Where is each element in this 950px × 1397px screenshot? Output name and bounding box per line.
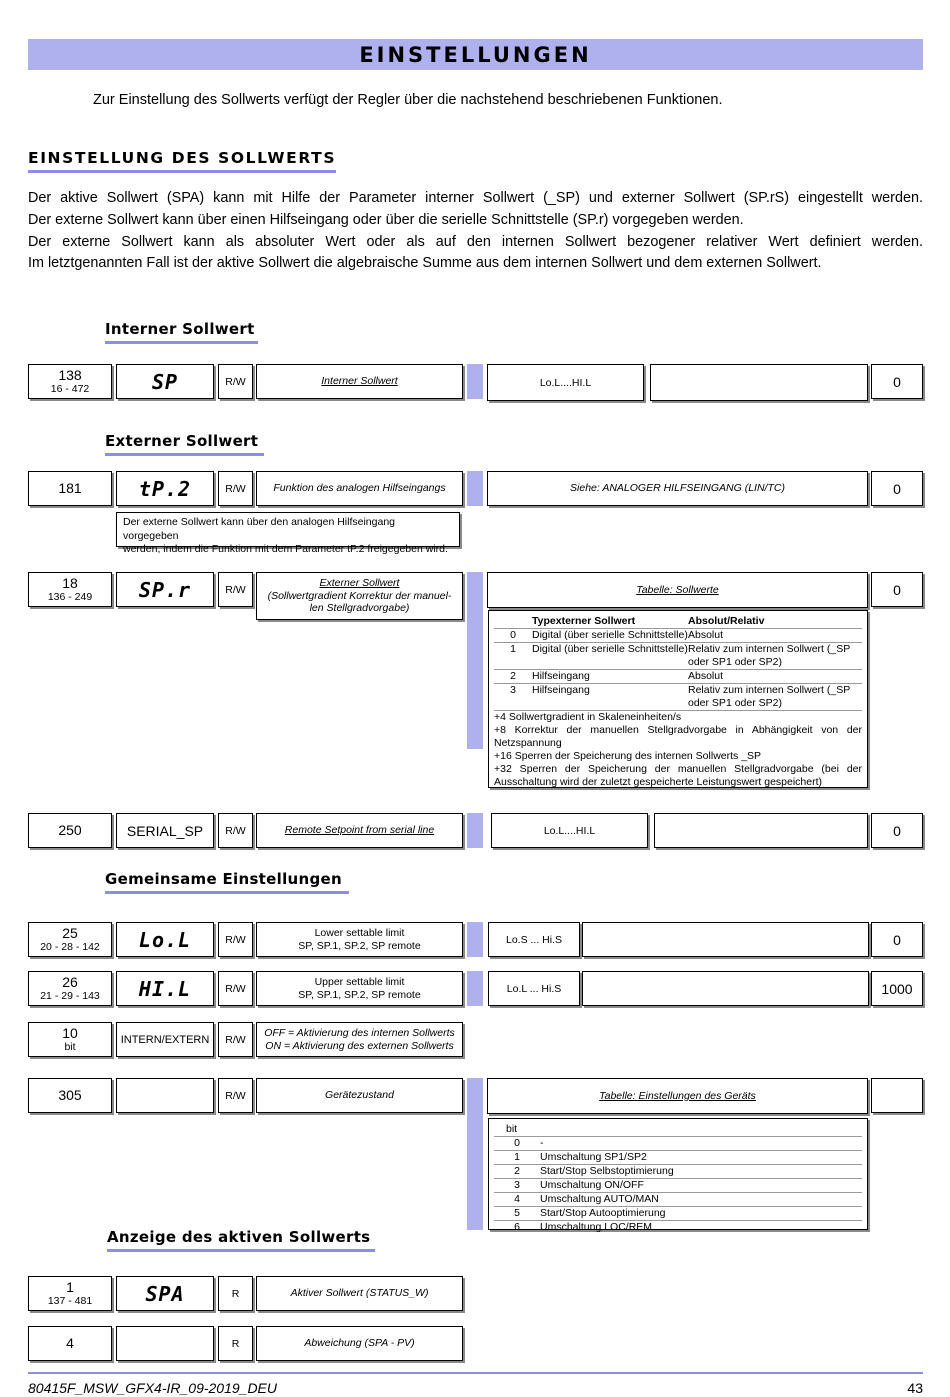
page-footer <box>28 1372 923 1396</box>
param-code: Lo.L <box>138 927 192 952</box>
description-text: Externer Sollwert <box>319 577 400 589</box>
description-text: SP, SP.1, SP.2, SP remote <box>298 939 421 952</box>
reference-cell <box>487 572 868 608</box>
param-code: SP <box>151 369 179 394</box>
marker-bar <box>467 471 483 506</box>
limits-text: Lo.S ... Hi.S <box>505 933 563 946</box>
table-header-row <box>494 1123 862 1137</box>
heading-internal: Interner Sollwert <box>105 320 258 344</box>
limits-text: Lo.L....HI.L <box>539 376 592 389</box>
empty-cell <box>582 922 869 957</box>
access-label: R <box>231 1287 240 1300</box>
access-cell <box>218 1022 253 1057</box>
limits-text: Lo.L....HI.L <box>543 824 596 837</box>
limits-cell <box>488 922 580 957</box>
param-number-cell <box>28 1022 112 1057</box>
note-line: Der externe Sollwert kann über den analogen Hilfseingang vorgegeben <box>123 516 396 542</box>
marker-bar <box>467 572 483 749</box>
access-cell <box>218 471 253 506</box>
param-code: INTERN/EXTERN <box>120 1033 210 1046</box>
paragraph-line: Im letztgenannten Fall ist der aktive Sollwert die algebraische Summe aus dem internen Sollwert und dem externen Sollwert. <box>28 255 822 272</box>
table-header-cell <box>494 615 532 629</box>
table-cell: Hilfseingang <box>532 684 688 711</box>
param-code: HI.L <box>138 976 192 1001</box>
description-cell <box>256 971 463 1006</box>
param-number-cell <box>28 572 112 607</box>
table-cell: 2 <box>494 670 532 684</box>
param-range: 136 - 249 <box>47 591 93 603</box>
default-value: 1000 <box>881 980 913 997</box>
table-cell: 0 <box>494 1137 540 1151</box>
table-cell: Start/Stop Autooptimierung <box>540 1207 862 1221</box>
param-code-cell <box>116 471 214 506</box>
page-number: 43 <box>907 1380 923 1396</box>
access-cell <box>218 971 253 1006</box>
table-cell: Umschaltung SP1/SP2 <box>540 1151 862 1165</box>
access-cell <box>218 1326 253 1361</box>
table-cell: - <box>540 1137 862 1151</box>
table-cell: Absolut <box>688 670 862 684</box>
table-note: +8 Korrektur der manuellen Stellgradvorgabe in Abhängigkeit von der Netzspannung <box>494 724 862 749</box>
param-number: 181 <box>58 480 82 496</box>
description-cell <box>256 1022 463 1057</box>
footer-doc-id: 80415F_MSW_GFX4-IR_09-2019_DEU <box>28 1380 278 1396</box>
description-text: Gerätezustand <box>325 1089 394 1102</box>
param-code-cell <box>116 1276 214 1311</box>
table-cell: 4 <box>494 1193 540 1207</box>
paragraph-line: Der externe Sollwert kann als absoluter Wert oder als auf den internen Sollwert bezogener relativer Wert definiert werden. <box>28 233 923 250</box>
table-header-cell: Absolut/Relativ <box>688 615 862 629</box>
param-number: 4 <box>66 1335 74 1351</box>
param-number-cell <box>28 471 112 506</box>
table-note: +16 Sperren der Speicherung des internen Sollwerts _SP <box>494 750 762 762</box>
limits-cell <box>488 971 580 1006</box>
table-cell: Umschaltung AUTO/MAN <box>540 1193 862 1207</box>
description-text: Upper settable limit <box>314 976 405 988</box>
table-cell: 3 <box>494 1179 540 1193</box>
table-cell: 2 <box>494 1165 540 1179</box>
table-header-cell: Typexterner Sollwert <box>532 615 688 629</box>
default-cell <box>871 971 923 1006</box>
intro-text: Zur Einstellung des Sollwerts verfügt der Regler über die nachstehend beschriebenen Funktionen. <box>93 92 723 108</box>
access-label: R/W <box>225 1089 246 1102</box>
default-value: 0 <box>893 373 901 390</box>
access-cell <box>218 922 253 957</box>
table-cell: Hilfseingang <box>532 670 688 684</box>
marker-bar <box>467 971 483 1006</box>
bit-table-grid <box>494 1123 862 1234</box>
access-cell <box>218 1078 253 1113</box>
table-cell: 1 <box>494 1151 540 1165</box>
param-code-cell <box>116 1326 214 1361</box>
param-code-cell <box>116 1078 214 1113</box>
reference-text: Tabelle: Einstellungen des Geräts <box>599 1089 756 1102</box>
param-code: SERIAL_SP <box>126 822 204 839</box>
param-range: 20 - 28 - 142 <box>40 941 100 953</box>
param-number-cell <box>28 1078 112 1113</box>
default-cell <box>871 471 923 506</box>
setpoint-table-grid <box>494 615 862 711</box>
param-code-cell <box>116 922 214 957</box>
marker-bar <box>467 364 483 399</box>
heading-display: Anzeige des aktiven Sollwerts <box>107 1228 375 1252</box>
description-cell <box>256 813 463 848</box>
table-cell: 1 <box>494 643 532 670</box>
access-label: R/W <box>225 375 246 388</box>
marker-bar <box>467 1078 483 1230</box>
limits-cell <box>491 813 648 848</box>
access-label: R/W <box>225 1033 246 1046</box>
setpoint-table <box>488 610 868 788</box>
table-row <box>494 1151 862 1165</box>
table-cell: Absolut <box>688 629 862 643</box>
param-code: SP.r <box>138 577 192 602</box>
param-range: 21 - 29 - 143 <box>40 990 100 1002</box>
access-cell <box>218 813 253 848</box>
default-value: 0 <box>893 480 901 497</box>
description-text: Abweichung (SPA - PV) <box>304 1337 415 1350</box>
description-text: Aktiver Sollwert (STATUS_W) <box>290 1287 429 1300</box>
access-label: R/W <box>225 824 246 837</box>
table-cell: 3 <box>494 684 532 711</box>
access-cell <box>218 364 253 399</box>
page-banner <box>28 39 923 70</box>
param-code: tP.2 <box>138 476 192 501</box>
table-row <box>494 1179 862 1193</box>
default-value: 0 <box>893 931 901 948</box>
default-cell <box>871 813 923 848</box>
limits-text: Lo.L ... Hi.S <box>506 982 562 995</box>
param-number: 250 <box>58 822 82 838</box>
default-cell <box>871 922 923 957</box>
access-label: R <box>231 1337 240 1350</box>
description-cell <box>256 471 463 506</box>
description-cell <box>256 1326 463 1361</box>
description-text: Funktion des analogen Hilfseingangs <box>273 482 446 495</box>
table-row <box>494 684 862 711</box>
default-cell <box>871 572 923 607</box>
table-note: +4 Sollwertgradient in Skaleneinheiten/s <box>494 711 682 723</box>
table-header-cell <box>540 1123 862 1137</box>
param-range: 137 - 481 <box>47 1295 93 1307</box>
default-cell <box>871 364 923 399</box>
table-cell: Start/Stop Selbstoptimierung <box>540 1165 862 1179</box>
empty-cell <box>650 364 868 401</box>
description-text: ON = Aktivierung des externen Sollwerts <box>265 1039 454 1052</box>
table-row <box>494 1207 862 1221</box>
table-row <box>494 629 862 643</box>
table-cell: 5 <box>494 1207 540 1221</box>
limits-cell <box>487 364 644 401</box>
marker-bar <box>467 922 483 957</box>
note-box <box>116 512 460 555</box>
param-number: 305 <box>58 1087 82 1103</box>
default-value: 0 <box>893 581 901 598</box>
param-code-cell <box>116 572 214 607</box>
reference-cell <box>487 471 868 506</box>
param-code-cell <box>116 1022 214 1057</box>
param-number-cell <box>28 922 112 957</box>
table-cell: Digital (über serielle Schnittstelle) <box>532 629 688 641</box>
param-code-cell <box>116 364 214 399</box>
description-cell <box>256 1276 463 1311</box>
table-cell: Relativ zum internen Sollwert (_SP oder SP1 oder SP2) <box>688 643 862 670</box>
table-cell: 0 <box>494 629 532 643</box>
paragraph-line: Der aktive Sollwert (SPA) kann mit Hilfe der Parameter interner Sollwert (_SP) und externer Sollwert (SP.rS) eingestellt werden. <box>28 190 923 206</box>
marker-bar <box>467 813 483 848</box>
description-text: (Sollwertgradient Korrektur der manuel- <box>267 589 452 602</box>
bit-table <box>488 1118 868 1233</box>
table-row <box>494 670 862 684</box>
table-row <box>494 1165 862 1179</box>
access-label: R/W <box>225 933 246 946</box>
table-row <box>494 643 862 670</box>
table-cell: Digital (über serielle Schnittstelle) <box>532 643 688 670</box>
param-number: 18 <box>62 575 78 591</box>
description-cell <box>256 364 463 399</box>
note-line: werden, indem die Funktion mit dem Parameter tP.2 freigegeben wird. <box>123 543 448 555</box>
banner-title: EINSTELLUNGEN <box>359 43 592 67</box>
description-text: Interner Sollwert <box>321 375 398 388</box>
access-label: R/W <box>225 982 246 995</box>
description-text: OFF = Aktivierung des internen Sollwerts <box>264 1027 455 1039</box>
heading-external: Externer Sollwert <box>105 432 264 456</box>
table-row <box>494 1193 862 1207</box>
param-number-cell <box>28 971 112 1006</box>
access-label: R/W <box>225 583 246 596</box>
table-cell: Umschaltung ON/OFF <box>540 1179 862 1193</box>
heading-common: Gemeinsame Einstellungen <box>105 870 349 894</box>
param-code-cell <box>116 813 214 848</box>
access-cell <box>218 572 253 607</box>
table-note: +32 Sperren der Speicherung der manuellen Stellgradvorgabe (bei der Ausschaltung wird der zuletzt gespeicherte Leistungswert gespeichert) <box>494 763 862 788</box>
table-cell: Relativ zum internen Sollwert (_SP oder SP1 oder SP2) <box>688 684 862 711</box>
param-range: bit <box>64 1041 76 1053</box>
reference-text: Siehe: ANALOGER HILFSEINGANG (LIN/TC) <box>570 482 785 495</box>
param-number: 25 <box>62 925 78 941</box>
default-cell <box>871 1078 923 1113</box>
param-number: 10 <box>62 1025 78 1041</box>
description-text: SP, SP.1, SP.2, SP remote <box>298 988 421 1001</box>
table-row <box>494 1137 862 1151</box>
param-number-cell <box>28 813 112 848</box>
reference-text: Tabelle: Sollwerte <box>636 583 719 596</box>
param-number-cell <box>28 1326 112 1361</box>
access-label: R/W <box>225 482 246 495</box>
description-cell <box>256 572 463 620</box>
empty-cell <box>582 971 869 1006</box>
table-header-row <box>494 615 862 629</box>
param-code-cell <box>116 971 214 1006</box>
param-number-cell <box>28 1276 112 1311</box>
param-range: 16 - 472 <box>50 383 90 395</box>
param-code: SPA <box>145 1281 185 1306</box>
section-paragraph <box>28 188 923 275</box>
description-text: len Stellgradvorgabe) <box>309 602 410 614</box>
description-text: Remote Setpoint from serial line <box>284 824 435 837</box>
empty-cell <box>654 813 868 848</box>
param-number: 1 <box>66 1279 74 1295</box>
table-row <box>494 1221 862 1235</box>
param-number: 26 <box>62 974 78 990</box>
param-number: 138 <box>58 367 82 383</box>
reference-cell <box>487 1078 868 1114</box>
table-cell: Umschaltung LOC/REM <box>540 1221 653 1233</box>
description-cell <box>256 1078 463 1113</box>
description-cell <box>256 922 463 957</box>
paragraph-line: Der externe Sollwert kann über einen Hilfseingang oder über die serielle Schnittstelle (SP.r) vorgegeben werden. <box>28 211 744 228</box>
table-header-cell: bit <box>494 1123 540 1137</box>
description-text: Lower settable limit <box>314 927 405 939</box>
param-number-cell <box>28 364 112 399</box>
table-cell: 6 <box>514 1221 520 1233</box>
default-value: 0 <box>893 822 901 839</box>
section-title: EINSTELLUNG DES SOLLWERTS <box>28 149 336 173</box>
access-cell <box>218 1276 253 1311</box>
